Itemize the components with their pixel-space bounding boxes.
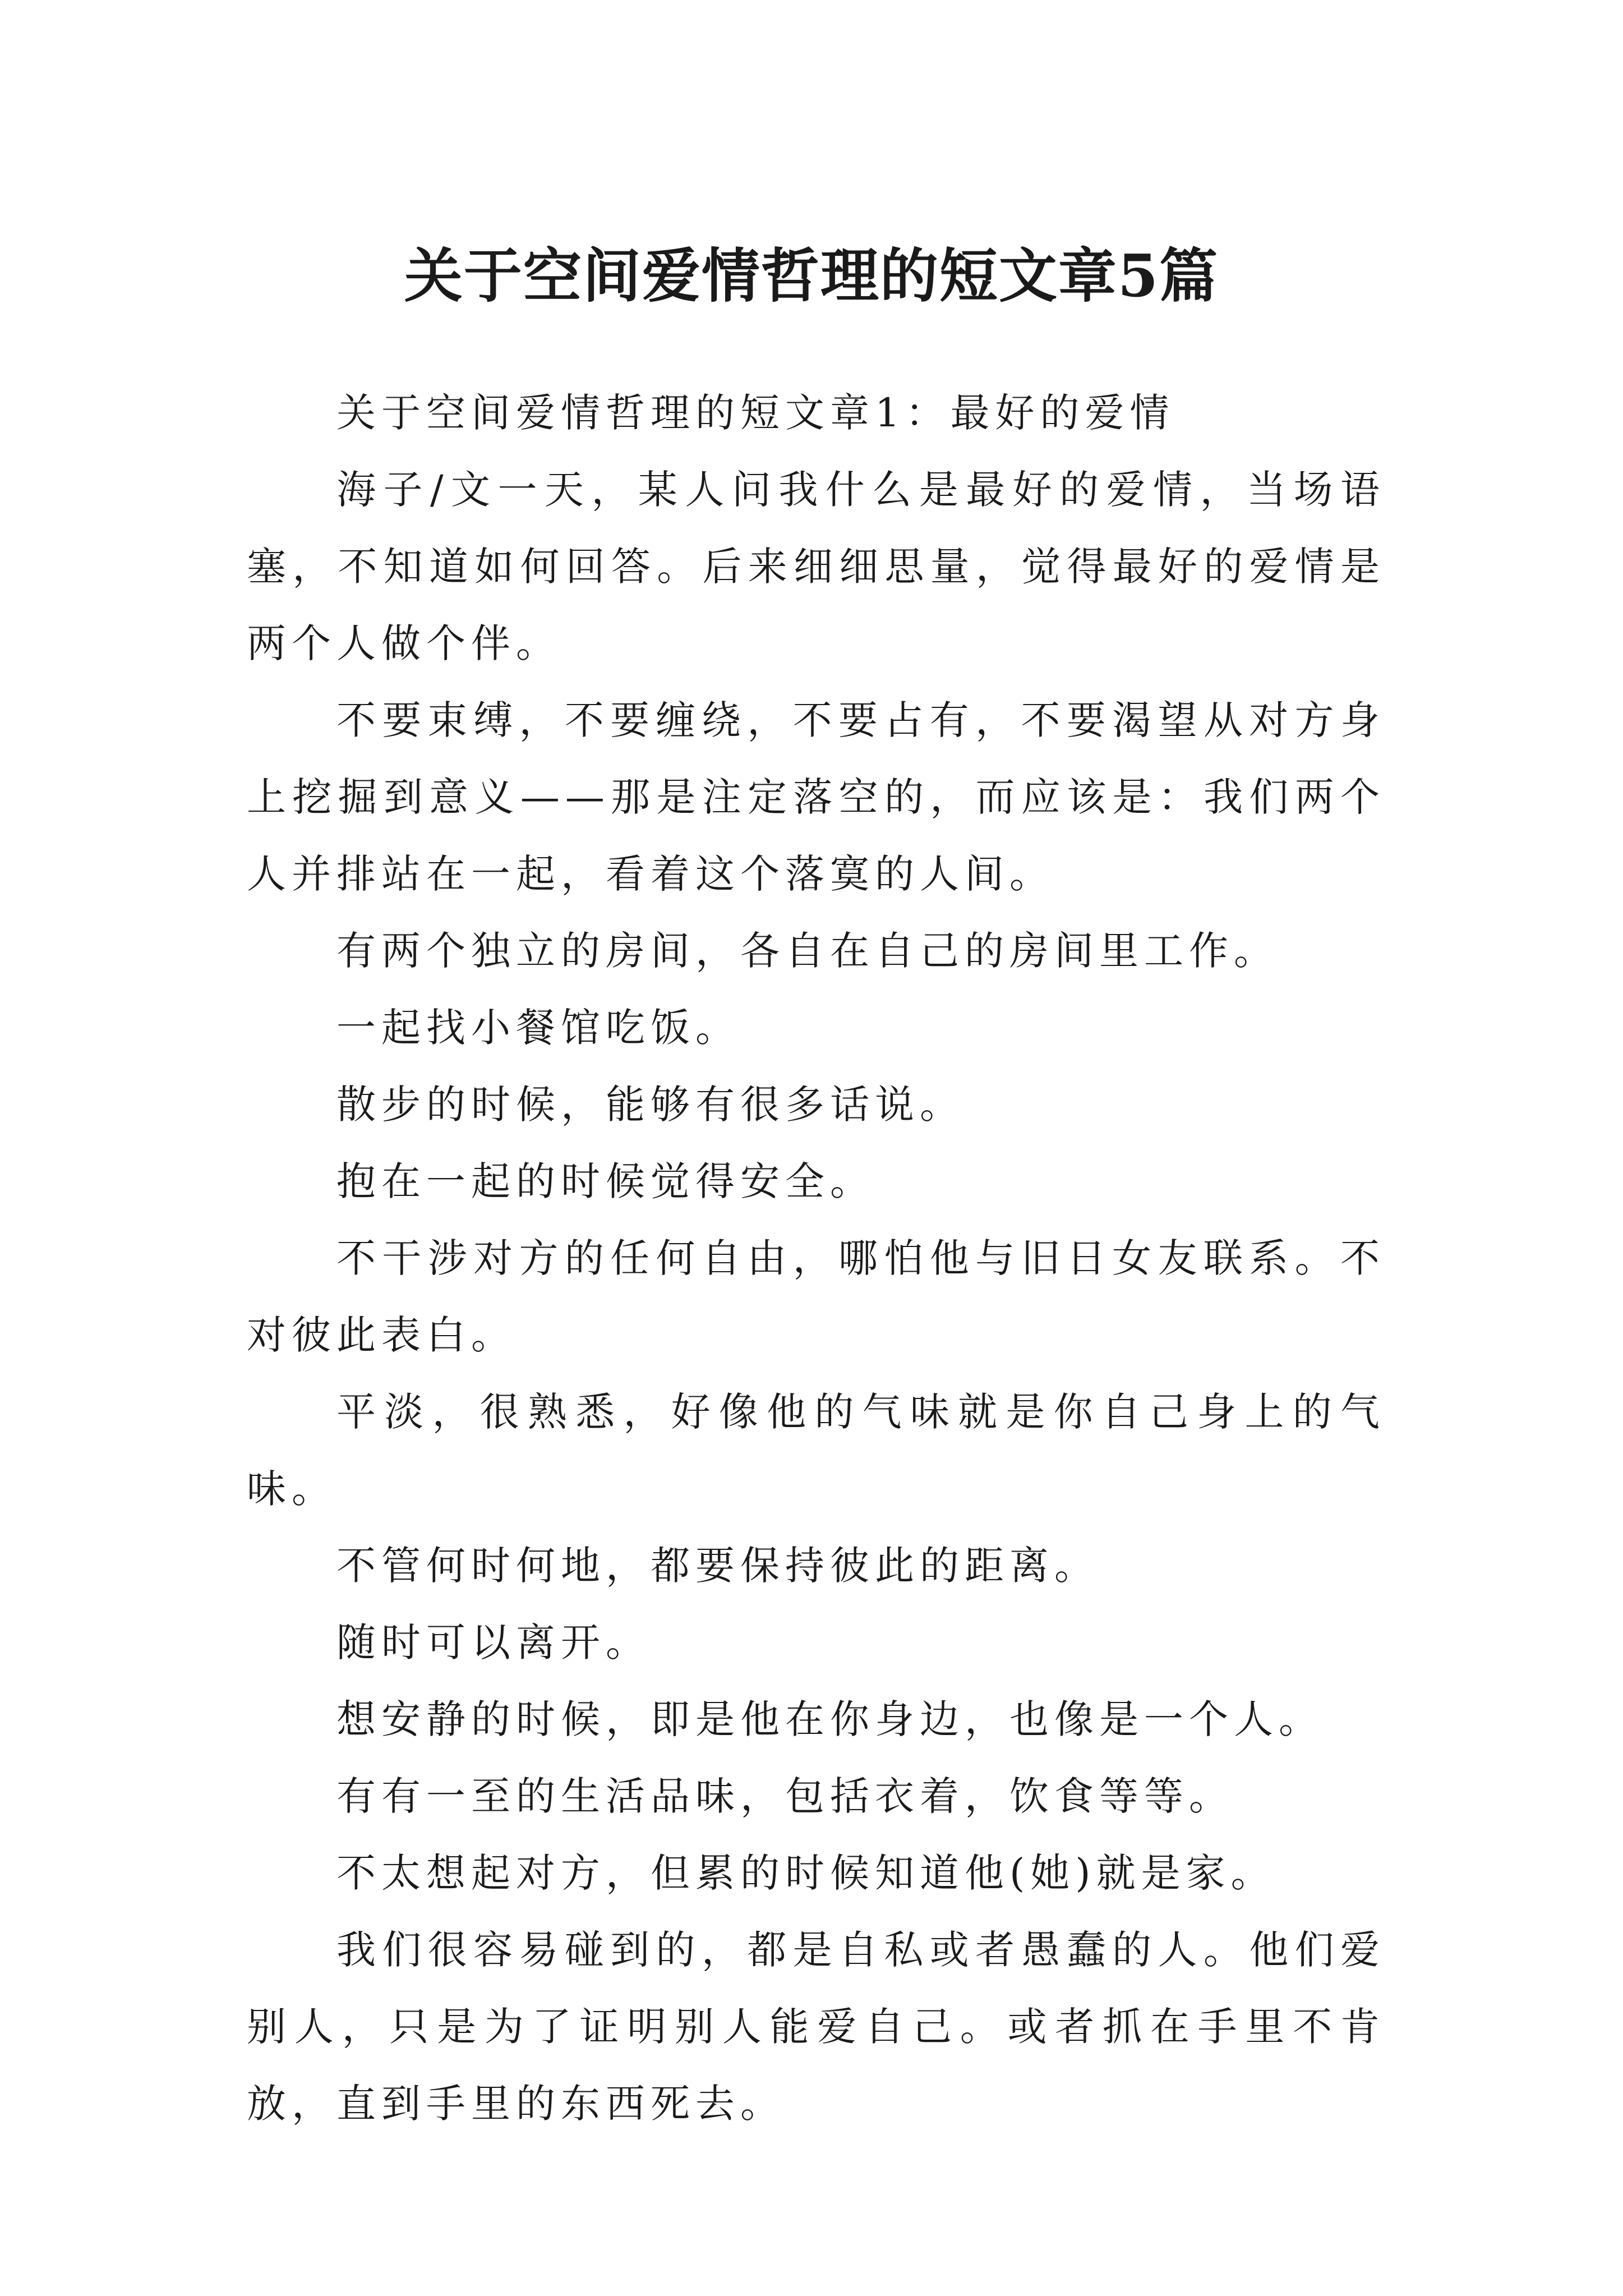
- paragraph: 随时可以离开。: [336, 1619, 651, 1665]
- article-body: [247, 375, 1385, 2142]
- paragraph: 不太想起对方，但累的时候知道他(她)就是家。: [336, 1850, 1276, 1896]
- paragraph: 想安静的时候，即是他在你身边，也像是一个人。: [336, 1696, 1324, 1742]
- paragraph: 海子/文一天，某人问我什么是最好的爱情，当场语塞，不知道如何回答。后来细细思量，觉得最好的爱情是两个人做个伴。: [247, 467, 1385, 666]
- paragraph: 一起找小餐馆吃饭。: [336, 1005, 740, 1051]
- paragraph: 我们很容易碰到的，都是自私或者愚蠢的人。他们爱别人，只是为了证明别人能爱自己。或者抓在手里不肯放，直到手里的东西死去。: [247, 1927, 1385, 2127]
- paragraph: 不要束缚，不要缠绕，不要占有，不要渴望从对方身上挖掘到意义——那是注定落空的，而应该是：我们两个人并排站在一起，看着这个落寞的人间。: [247, 697, 1385, 897]
- page-title: 关于空间爱情哲理的短文章5篇: [404, 241, 1219, 310]
- paragraph: 不管何时何地，都要保持彼此的距离。: [336, 1543, 1099, 1589]
- paragraph: 不干涉对方的任何自由，哪怕他与旧日女友联系。不对彼此表白。: [247, 1235, 1385, 1358]
- article-subtitle: 关于空间爱情哲理的短文章1：最好的爱情: [336, 390, 1175, 436]
- paragraph: 散步的时候，能够有很多话说。: [336, 1082, 965, 1128]
- paragraph: 抱在一起的时候觉得安全。: [336, 1158, 875, 1204]
- paragraph: 有有一至的生活品味，包括衣着，饮食等等。: [336, 1773, 1234, 1819]
- paragraph: 有两个独立的房间，各自在自己的房间里工作。: [336, 928, 1279, 974]
- paragraph: 平淡，很熟悉，好像他的气味就是你自己身上的气味。: [247, 1389, 1385, 1512]
